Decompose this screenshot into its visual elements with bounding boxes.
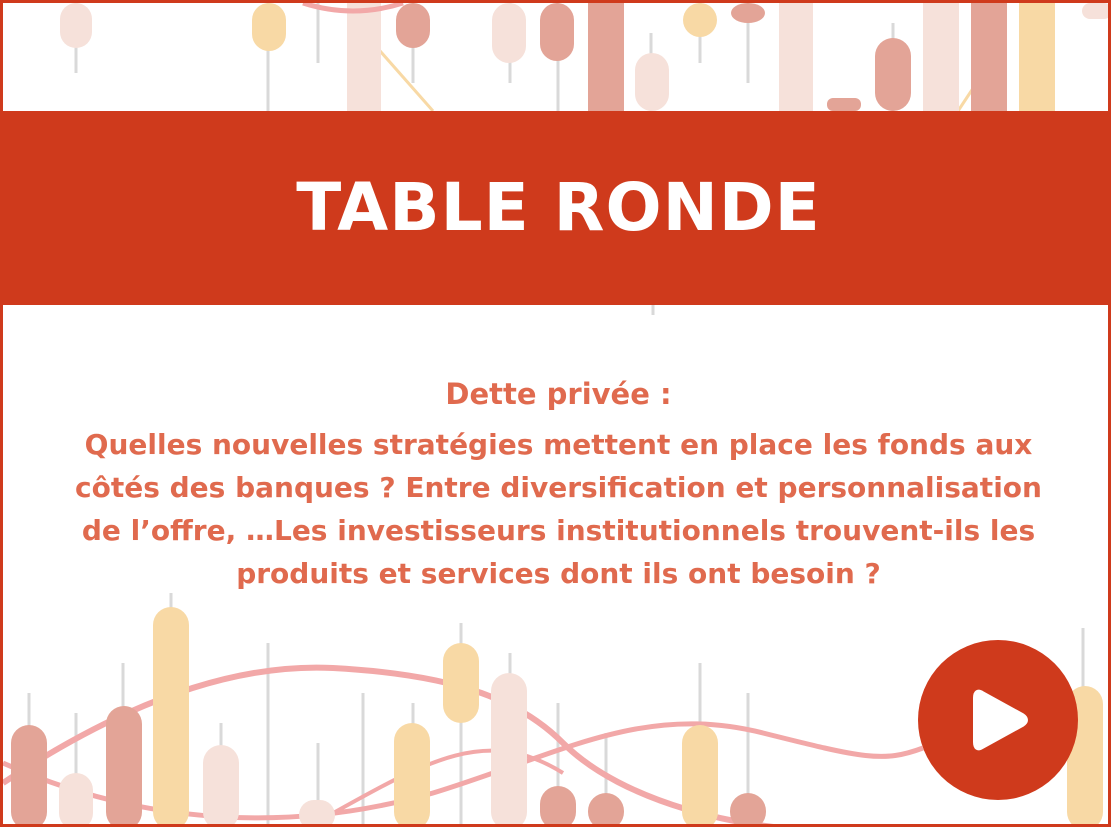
- title-banner: [3, 111, 1111, 305]
- play-icon: [918, 640, 1078, 800]
- topic-question: Quelles nouvelles stratégies mettent en place les fonds aux côtés des banques ? Entre diversification et personnalisation de l’offre, …Les investisseurs institutionnels trouvent-ils les produits et services dont ils ont besoin ?: [75, 428, 1042, 590]
- banner-title: TABLE RONDE: [296, 169, 821, 246]
- play-button[interactable]: [918, 640, 1078, 800]
- content-block: [43, 371, 1074, 595]
- topic-subtitle: Dette privée :: [445, 377, 672, 411]
